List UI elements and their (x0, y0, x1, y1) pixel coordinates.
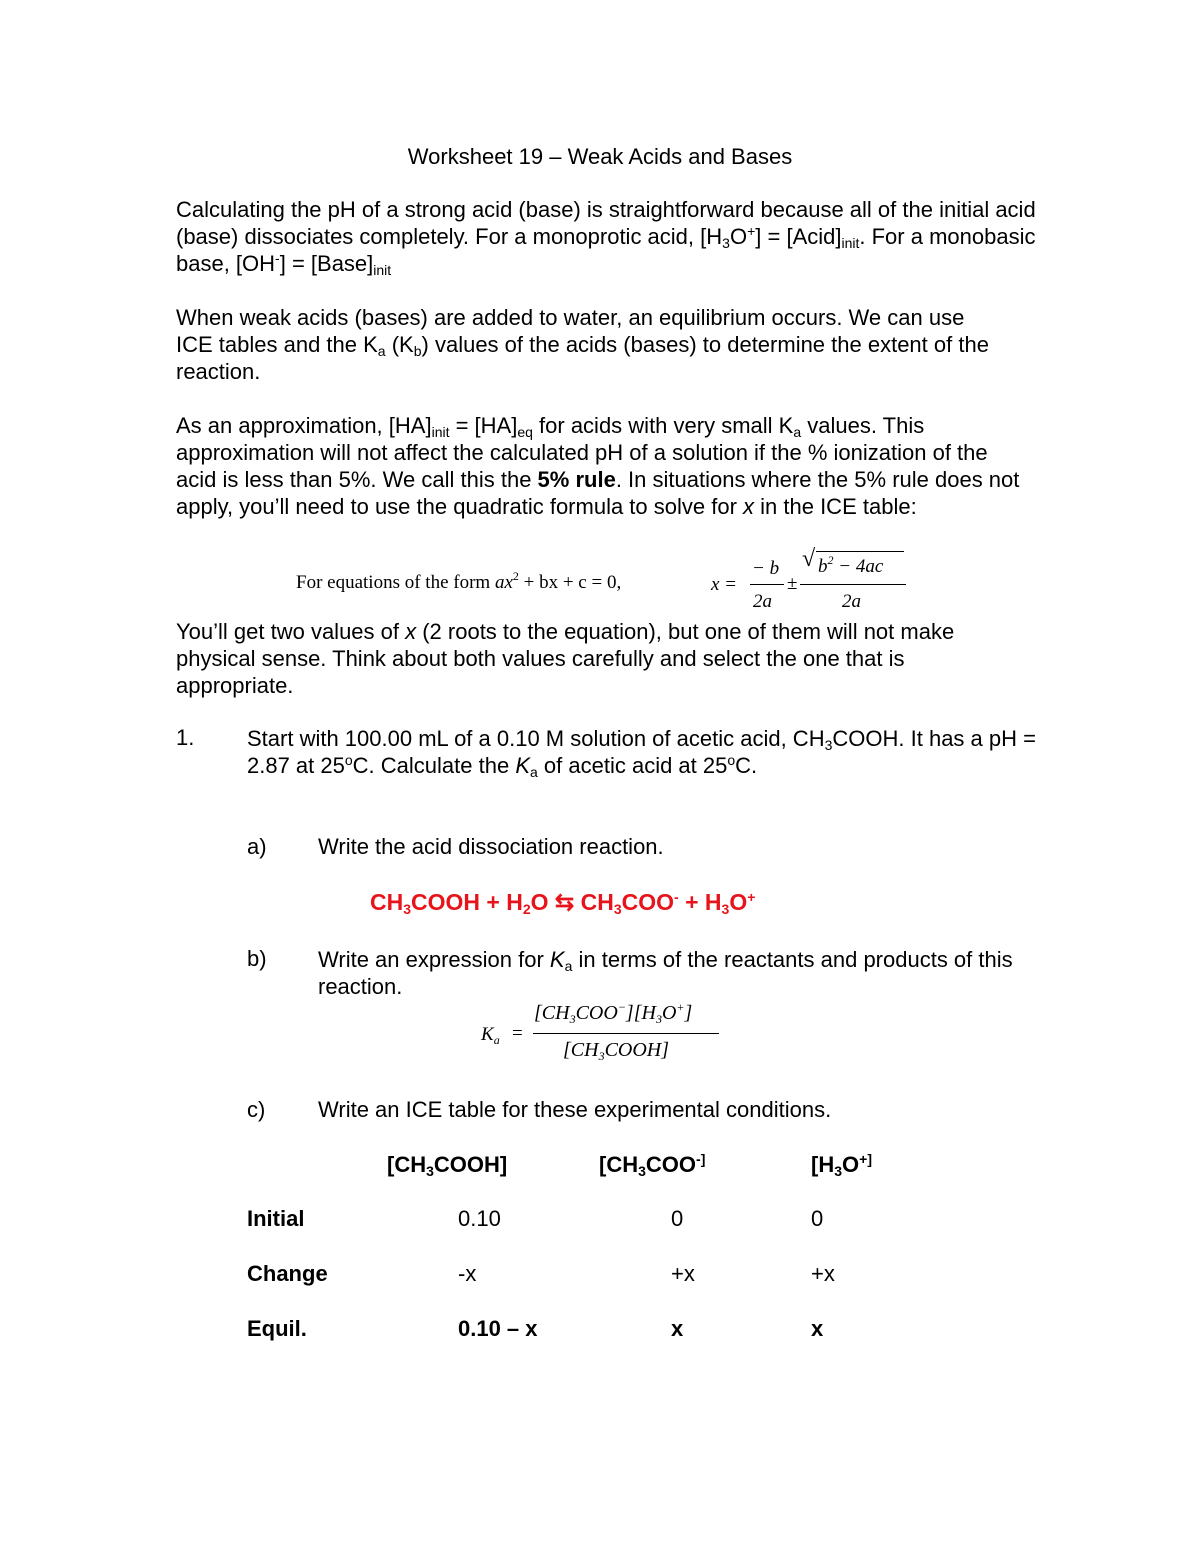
fraction-bar-2 (800, 584, 906, 585)
ice-row-label-equil: Equil. (247, 1316, 307, 1341)
dissociation-reaction: $CH_3COOH + H_2O$ ⇆ $CH_3COO^- + H_3O^+$ (370, 889, 756, 917)
ka-denominator: $[CH_3COOH]$ (563, 1039, 670, 1063)
quadratic-numerator-2: $b^2 - 4ac$ (818, 553, 884, 577)
ice-cell: 0.10 (458, 1206, 501, 1231)
ice-row-label-change: Change (247, 1261, 328, 1286)
quadratic-formula-lead: For equations of the form $ax^2$ + bx + c = 0, (296, 569, 622, 593)
intro-paragraph-4: You’ll get two values of x (2 roots to the equation), but one of them will not make physical sense. Think about both values carefully and select the one that is appropriate. (176, 619, 955, 698)
ice-header-hydronium: [$H_3O^{+]}$ (811, 1151, 872, 1179)
ice-header-conjugate-base: [$CH_3COO^{-]}$ (599, 1151, 706, 1179)
fraction-bar-1 (750, 584, 784, 585)
part-a-text: Write the acid dissociation reaction. (318, 834, 664, 859)
ice-cell: 0.10 – x (458, 1316, 538, 1341)
question-number: 1. (176, 725, 195, 750)
ice-cell: x (671, 1316, 684, 1341)
part-a-label: a) (247, 834, 267, 859)
ice-cell: +x (811, 1261, 835, 1286)
page-title: Worksheet 19 – Weak Acids and Bases (407, 144, 793, 169)
part-c-text: Write an ICE table for these experimental conditions. (318, 1097, 832, 1122)
intro-paragraph-1: Calculating the pH of a strong acid (base) is straightforward because all of the initial acid (base) dissociates completely. For a monoprotic acid, $[H_3O^+]$ = $[Acid]_{init}$. For a monobasic base, $[OH^-] = [Base]_{init}$ (176, 197, 1036, 278)
question-1-text: Start with 100.00 mL of a 0.10 M solution of acetic acid, $CH_3COOH$. It has a pH = 2.87 at 25$^o$C. Calculate the $K_a$ of acetic acid at 25$^o$C. (247, 726, 1036, 780)
quadratic-denominator-1: 2a (753, 591, 772, 612)
ka-equals: = (512, 1023, 523, 1044)
ice-row-label-initial: Initial (247, 1206, 305, 1231)
part-b-label: b) (247, 946, 267, 971)
plus-minus-sign: ± (787, 573, 798, 594)
intro-paragraph-2: When weak acids (bases) are added to water, an equilibrium occurs. We can use ICE tables and the $K_a$ $(K_b)$ values of the acids (bases) to determine the extent of the reaction. (176, 305, 989, 384)
quadratic-denominator-2: 2a (842, 591, 861, 612)
part-c-label: c) (247, 1097, 266, 1122)
ice-cell: x (811, 1316, 824, 1341)
ice-cell: +x (671, 1261, 695, 1286)
intro-paragraph-3: As an approximation, $[HA]_{init} = [HA]_{eq}$ for acids with very small $K_a$ values. This approximation will not affect the calculated pH of a solution if the % ionization of the acid is less than 5%. We call this the 5% rule. In situations where the 5% rule does not apply, you’ll need to use the quadratic formula to solve for x in the ICE table: (176, 413, 1020, 519)
ice-cell: 0 (811, 1206, 824, 1231)
part-b-text: Write an expression for $K_a$ in terms of the reactants and products of this reaction. (318, 947, 1013, 999)
ice-cell: -x (458, 1261, 477, 1286)
ka-fraction-bar (533, 1033, 719, 1034)
sqrt-icon: √ (802, 546, 816, 572)
ka-symbol: $K_a$ (481, 1024, 500, 1047)
quadratic-numerator-1: − b (752, 558, 780, 579)
quadratic-x-equals: x = (711, 574, 738, 595)
ka-numerator: $[CH_3COO^-][H_3O^+]$ (534, 1000, 693, 1026)
ice-cell: 0 (671, 1206, 684, 1231)
ice-header-acid: $[CH_3COOH]$ (387, 1152, 508, 1179)
sqrt-vinculum (816, 551, 904, 552)
